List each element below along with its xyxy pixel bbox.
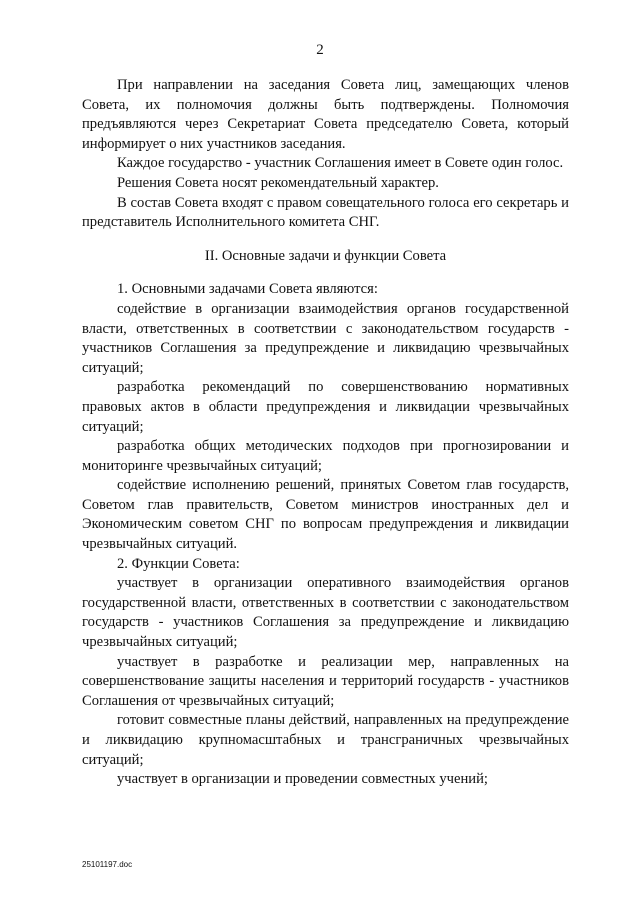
paragraph-recommendations: Решения Совета носят рекомендательный характер. <box>117 174 439 191</box>
task-item: содействие в организации взаимодействия органов государственной власти, ответственных в соответствии с законодательством государств - участников Соглашения за предупреждение и ликвидацию чрезвычайных ситуаций; <box>82 300 569 376</box>
function-item: участвует в разработке и реализации мер, направленных на совершенствование защиты населения и территорий государств - участников Соглашения от чрезвычайных ситуаций; <box>82 653 569 709</box>
function-item: участвует в организации оперативного взаимодействия органов государственной власти, ответственных в соответствии с законодательством государств - участников Соглашения за предупреждение и ликвидацию чрезвычайных ситуаций; <box>82 575 569 651</box>
task-item: содействие исполнению решений, принятых Советом глав государств, Советом глав правительств, Советом министров иностранных дел и Экономическим советом СНГ по вопросам предупреждения и ликвидации чрезвычайных ситуаций. <box>82 477 569 553</box>
function-item: готовит совместные планы действий, направленных на предупреждение и ликвидацию крупномасштабных и трансграничных чрезвычайных ситуаций; <box>82 712 569 768</box>
tasks-intro: 1. Основными задачами Совета являются: <box>117 281 378 298</box>
document-body <box>82 76 569 790</box>
section-heading: II. Основные задачи и функции Совета <box>204 247 447 264</box>
paragraph-vote: Каждое государство - участник Соглашения имеет в Совете один голос. <box>117 155 564 172</box>
paragraph-powers: При направлении на заседания Совета лиц, замещающих членов Совета, их полномочия должны быть подтверждены. Полномочия предъявляются через Секретариат Совета председателю Совета, который информирует о них участников заседания. <box>82 77 569 152</box>
task-item: разработка общих методических подходов при прогнозировании и мониторинге чрезвычайных ситуаций; <box>82 438 569 474</box>
page-number: 2 <box>316 42 324 58</box>
task-item: разработка рекомендаций по совершенствованию нормативных правовых актов в области предупреждения и ликвидации чрезвычайных ситуаций; <box>82 379 569 435</box>
functions-intro: 2. Функции Совета: <box>117 555 240 572</box>
function-item: участвует в организации и проведении совместных учений; <box>117 771 488 788</box>
paragraph-composition: В состав Совета входят с правом совещательного голоса его секретарь и представитель Исполнительного комитета СНГ. <box>82 194 569 231</box>
footer-filename: 25101197.doc <box>82 860 133 869</box>
